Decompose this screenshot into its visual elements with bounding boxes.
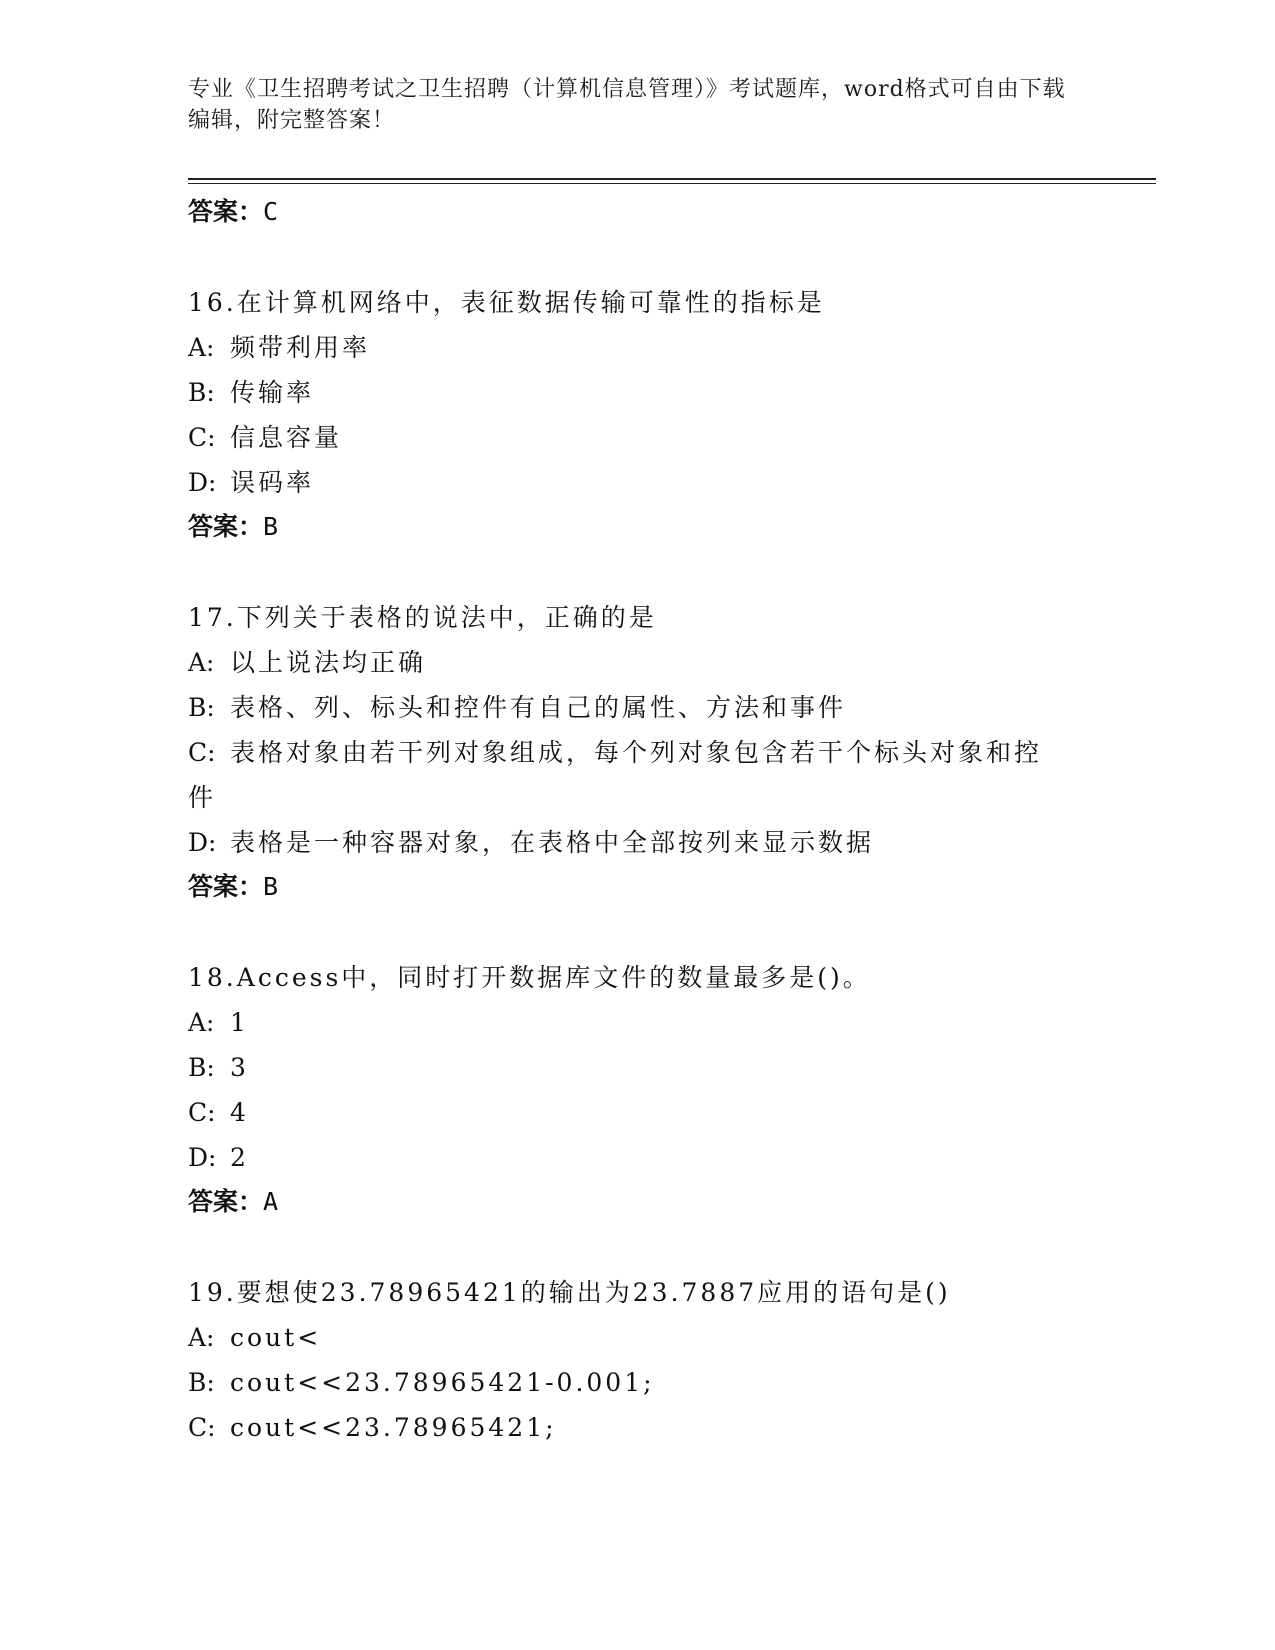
option-key: C: [188,1413,216,1442]
option-text: 1 [230,1008,249,1037]
option [188,1045,1068,1090]
option-text: 信息容量 [230,423,343,452]
answer-value: A [263,1187,279,1216]
answer-value: C [263,197,279,226]
option-text: 表格是一种容器对象，在表格中全部按列来显示数据 [230,828,875,857]
option-text: 频带利用率 [230,333,371,362]
question-stem: 17.下列关于表格的说法中，正确的是 [188,603,657,632]
option-key: B: [188,693,215,722]
question-list [188,190,1068,1450]
option-text: 误码率 [230,468,315,497]
answer-label: 答案： [188,197,264,226]
option-text: 传输率 [230,378,315,407]
option [188,370,1068,415]
answer-label: 答案： [188,512,264,541]
question-stem: 16.在计算机网络中，表征数据传输可靠性的指标是 [188,288,825,317]
option [188,460,1068,505]
option-text: 4 [230,1098,249,1127]
answer-value: B [263,512,279,541]
document-header: 专业《卫生招聘考试之卫生招聘（计算机信息管理）》考试题库，word格式可自由下载编辑，附完整答案！ [188,77,1066,133]
previous-answer [188,190,1068,234]
option [188,1090,1068,1135]
option [188,1360,1068,1405]
option [188,1315,1068,1360]
option-key: C: [188,423,216,452]
option [188,1135,1068,1180]
option-key: A: [188,333,215,362]
question-answer [188,865,1068,909]
option-key: B: [188,1368,215,1397]
header-divider-thin [188,183,1156,184]
option-key: A: [188,648,215,677]
answer-label: 答案： [188,872,264,901]
option-key: C: [188,738,216,767]
question-answer [188,505,1068,549]
option [188,685,1068,730]
option-key: C: [188,1098,216,1127]
option [188,820,1068,865]
question-answer [188,1180,1068,1224]
option-key: A: [188,1008,215,1037]
option [188,640,1068,685]
question-stem: 18.Access中，同时打开数据库文件的数量最多是()。 [188,963,871,992]
option-text: 以上说法均正确 [230,648,427,677]
option-key: D: [188,1143,217,1172]
question-stem: 19.要想使23.78965421的输出为23.7887应用的语句是() [188,1278,951,1307]
option-text: 3 [230,1053,249,1082]
option-key: D: [188,828,217,857]
option-text: cout< [230,1323,322,1352]
option-key: A: [188,1323,215,1352]
option-text: 表格对象由若干列对象组成，每个列对象包含若干个标头对象和控件 [188,738,1043,812]
option [188,1405,1068,1450]
option-text: cout<<23.78965421-0.001; [230,1368,655,1397]
option-text: 2 [230,1143,249,1172]
option-key: B: [188,1053,215,1082]
option [188,325,1068,370]
option [188,730,1068,820]
header-divider-thick [188,178,1156,180]
option-key: B: [188,378,215,407]
option [188,415,1068,460]
answer-label: 答案： [188,1187,264,1216]
option-key: D: [188,468,217,497]
option-text: cout<<23.78965421; [230,1413,557,1442]
option [188,1000,1068,1045]
answer-value: B [263,872,279,901]
option-text: 表格、列、标头和控件有自己的属性、方法和事件 [230,693,847,722]
